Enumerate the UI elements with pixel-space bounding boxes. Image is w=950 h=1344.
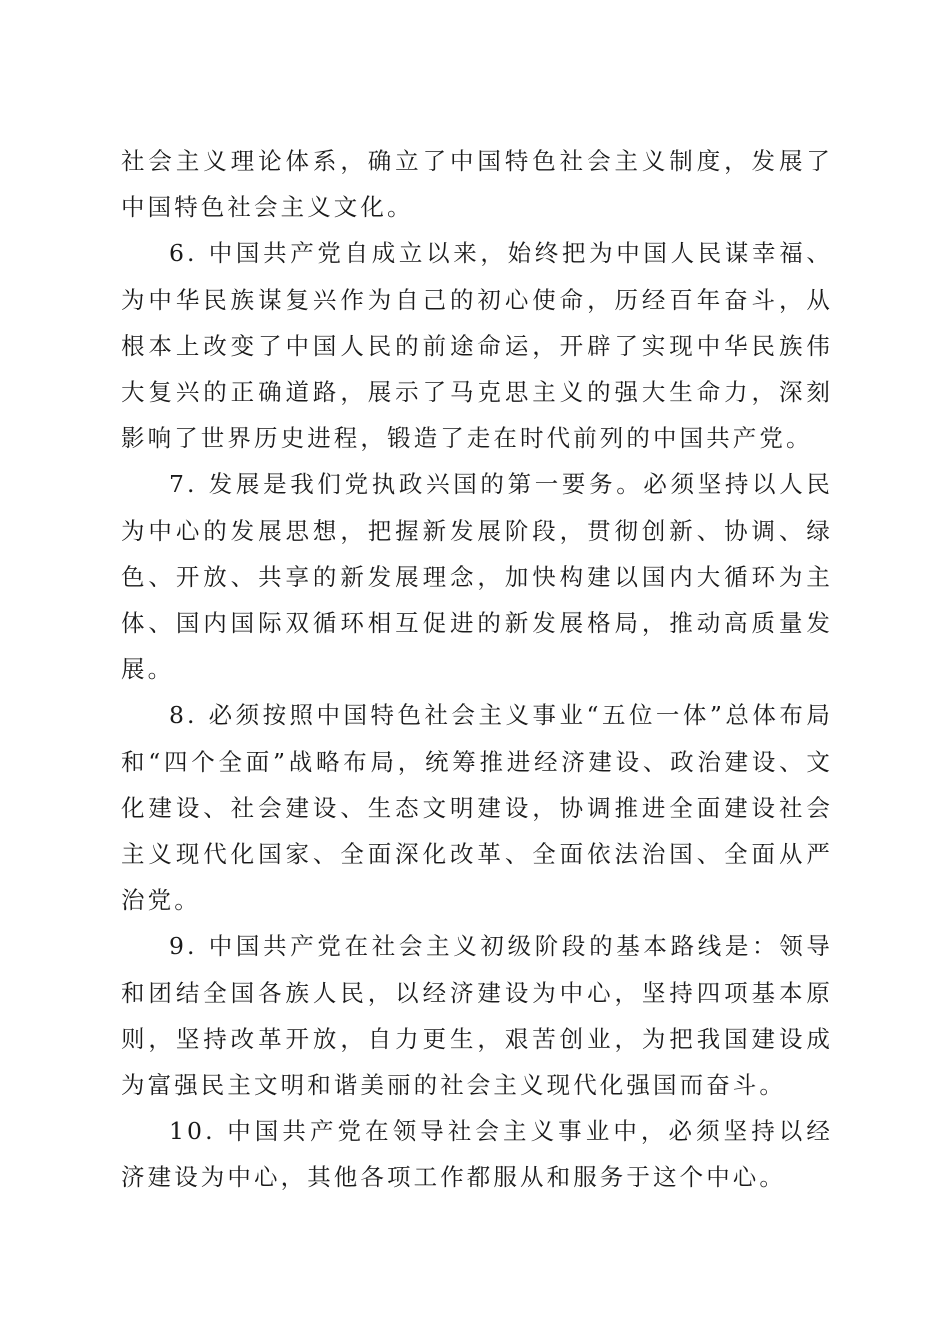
paragraph-item-6: 6. 中国共产党自成立以来，始终把为中国人民谋幸福、为中华民族谋复兴作为自己的初心使命，历经百年奋斗，从根本上改变了中国人民的前途命运，开辟了实现中华民族伟大复兴的正确道路，展示了马克思主义的强大生命力，深刻影响了世界历史进程，锻造了走在时代前列的中国共产党。 (121, 239, 833, 453)
document-body (121, 138, 833, 1201)
paragraph-continuation: 社会主义理论体系，确立了中国特色社会主义制度，发展了中国特色社会主义文化。 (121, 147, 833, 222)
paragraph-item-8: 8. 必须按照中国特色社会主义事业“五位一体”总体布局和“四个全面”战略布局，统筹推进经济建设、政治建设、文化建设、社会建设、生态文明建设，协调推进全面建设社会主义现代化国家、全面深化改革、全面依法治国、全面从严治党。 (121, 701, 833, 915)
paragraph-item-10: 10. 中国共产党在领导社会主义事业中，必须坚持以经济建设为中心，其他各项工作都服从和服务于这个中心。 (121, 1117, 833, 1192)
paragraph-item-7: 7. 发展是我们党执政兴国的第一要务。必须坚持以人民为中心的发展思想，把握新发展阶段，贯彻创新、协调、绿色、开放、共享的新发展理念，加快构建以国内大循环为主体、国内国际双循环相互促进的新发展格局，推动高质量发展。 (121, 470, 833, 684)
paragraph-item-9: 9. 中国共产党在社会主义初级阶段的基本路线是：领导和团结全国各族人民，以经济建设为中心，坚持四项基本原则，坚持改革开放，自力更生，艰苦创业，为把我国建设成为富强民主文明和谐美丽的社会主义现代化强国而奋斗。 (121, 932, 833, 1100)
